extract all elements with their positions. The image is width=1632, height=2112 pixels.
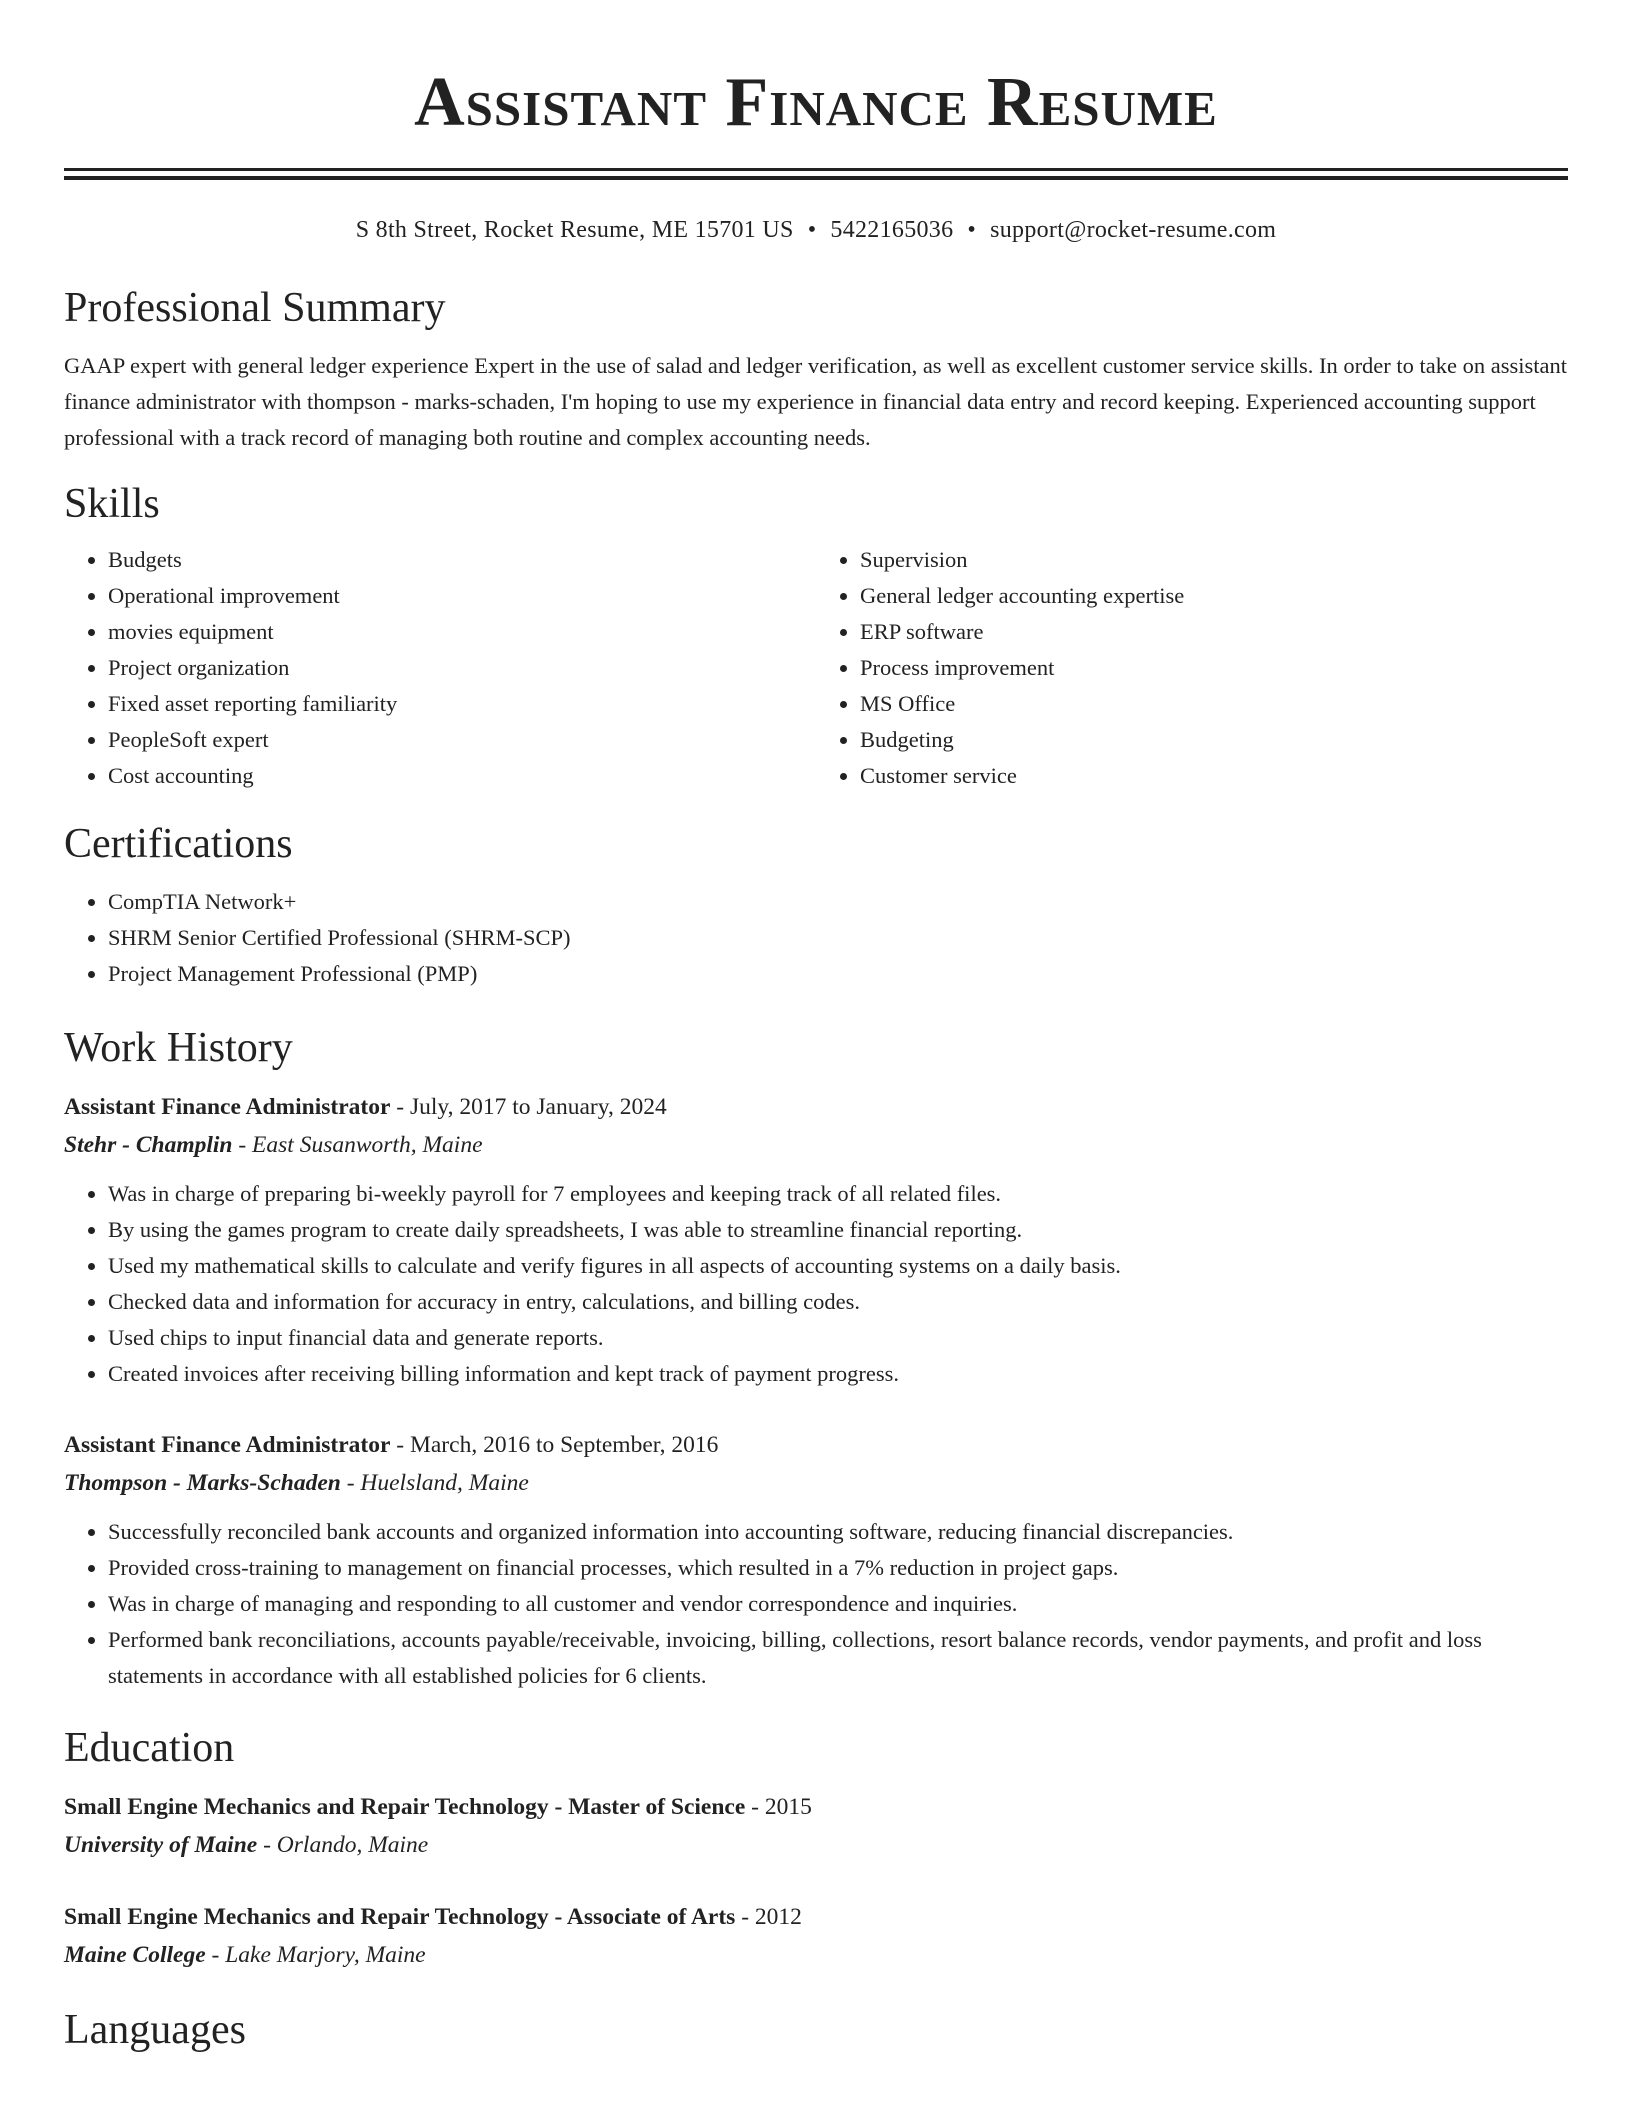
job-dates: - March, 2016 to September, 2016 — [390, 1432, 719, 1458]
job-location: - Huelsland, Maine — [340, 1470, 529, 1496]
contact-email[interactable]: support@rocket-resume.com — [990, 217, 1277, 243]
school-location: - Lake Marjory, Maine — [205, 1942, 426, 1968]
skill-item: • Supervision — [860, 542, 1568, 578]
skills-heading: Skills — [64, 481, 160, 527]
contact-phone: 5422165036 — [830, 217, 954, 243]
contact-address: S 8th Street, Rocket Resume, ME 15701 US — [355, 217, 794, 243]
job-title: Assistant Finance Administrator — [64, 1094, 391, 1120]
skill-item: • MS Office — [860, 686, 1568, 722]
job-dates: - July, 2017 to January, 2024 — [390, 1094, 667, 1120]
certifications-list — [64, 884, 1568, 992]
skills-list-right — [816, 542, 1568, 794]
job-company-line — [64, 1126, 1568, 1164]
certification-item: • CompTIA Network+ — [108, 884, 1568, 920]
job-bullet: • Successfully reconciled bank accounts and organized information into accounting software, reducing financial discrepancies. — [108, 1514, 1568, 1550]
contact-separator: • — [807, 217, 817, 243]
school-line — [64, 1936, 1568, 1974]
job-bullet: • Created invoices after receiving billing information and kept track of payment progress. — [108, 1356, 1568, 1392]
skill-item: • Budgets — [108, 542, 816, 578]
school-line — [64, 1826, 1568, 1864]
certification-item: • SHRM Senior Certified Professional (SHRM-SCP) — [108, 920, 1568, 956]
job-bullet: • By using the games program to create daily spreadsheets, I was able to streamline financial reporting. — [108, 1212, 1568, 1248]
summary-heading: Professional Summary — [64, 285, 446, 331]
skills-columns — [64, 542, 1568, 794]
certifications-heading: Certifications — [64, 821, 293, 867]
degree-name: Small Engine Mechanics and Repair Technology - Master of Science — [64, 1794, 746, 1820]
school-name: Maine College — [64, 1942, 206, 1968]
skill-item: • Project organization — [108, 650, 816, 686]
summary-text: GAAP expert with general ledger experience Expert in the use of salad and ledger verification, as well as excellent customer service skills. In order to take on assistant finance administrator with thompson - marks-schaden, I'm hoping to use my experience in financial data entry and record keeping. Experienced accounting support professional with a track record of managing both routine and complex accounting needs. — [64, 353, 1568, 450]
job-bullet: • Used my mathematical skills to calculate and verify figures in all aspects of accounting systems on a daily basis. — [108, 1248, 1568, 1284]
job-title-line — [64, 1426, 1568, 1464]
certification-item: • Project Management Professional (PMP) — [108, 956, 1568, 992]
skill-item: • Fixed asset reporting familiarity — [108, 686, 816, 722]
contact-separator: • — [967, 217, 977, 243]
job-bullets — [64, 1176, 1568, 1392]
work-history-heading: Work History — [64, 1025, 293, 1071]
degree-line — [64, 1788, 1568, 1826]
skill-item: • PeopleSoft expert — [108, 722, 816, 758]
skill-item: • Customer service — [860, 758, 1568, 794]
education-heading: Education — [64, 1725, 235, 1771]
job-bullet: • Performed bank reconciliations, accounts payable/receivable, invoicing, billing, collections, resort balance records, vendor payments, and profit and loss statements in accordance with all established policies for 6 clients. — [108, 1622, 1568, 1694]
school-location: - Orlando, Maine — [257, 1832, 429, 1858]
job-entry — [64, 1426, 1568, 1694]
skills-list-left — [64, 542, 816, 794]
skill-item: • movies equipment — [108, 614, 816, 650]
contact-line — [64, 214, 1568, 246]
skill-item: • ERP software — [860, 614, 1568, 650]
job-bullet: • Checked data and information for accuracy in entry, calculations, and billing codes. — [108, 1284, 1568, 1320]
job-location: - East Susanworth, Maine — [232, 1132, 483, 1158]
job-bullets — [64, 1514, 1568, 1694]
degree-line — [64, 1898, 1568, 1936]
job-bullet: • Used chips to input financial data and generate reports. — [108, 1320, 1568, 1356]
title-double-rule — [64, 168, 1568, 180]
skill-item: • Budgeting — [860, 722, 1568, 758]
job-title: Assistant Finance Administrator — [64, 1432, 391, 1458]
job-entry — [64, 1088, 1568, 1392]
job-bullet: • Provided cross-training to management on financial processes, which resulted in a 7% reduction in project gaps. — [108, 1550, 1568, 1586]
skill-item: • Process improvement — [860, 650, 1568, 686]
job-title-line — [64, 1088, 1568, 1126]
job-company: Stehr - Champlin — [64, 1132, 233, 1158]
degree-year: - 2015 — [745, 1794, 812, 1820]
job-company-line — [64, 1464, 1568, 1502]
skill-item: • General ledger accounting expertise — [860, 578, 1568, 614]
degree-year: - 2012 — [735, 1904, 802, 1930]
resume-title: Assistant Finance Resume — [414, 64, 1218, 141]
education-entry — [64, 1788, 1568, 1864]
languages-heading: Languages — [64, 2007, 246, 2053]
skill-item: • Cost accounting — [108, 758, 816, 794]
job-bullet: • Was in charge of preparing bi-weekly payroll for 7 employees and keeping track of all related files. — [108, 1176, 1568, 1212]
school-name: University of Maine — [64, 1832, 258, 1858]
job-bullet: • Was in charge of managing and responding to all customer and vendor correspondence and inquiries. — [108, 1586, 1568, 1622]
degree-name: Small Engine Mechanics and Repair Technology - Associate of Arts — [64, 1904, 736, 1930]
job-company: Thompson - Marks-Schaden — [64, 1470, 341, 1496]
education-entry — [64, 1898, 1568, 1974]
skill-item: • Operational improvement — [108, 578, 816, 614]
